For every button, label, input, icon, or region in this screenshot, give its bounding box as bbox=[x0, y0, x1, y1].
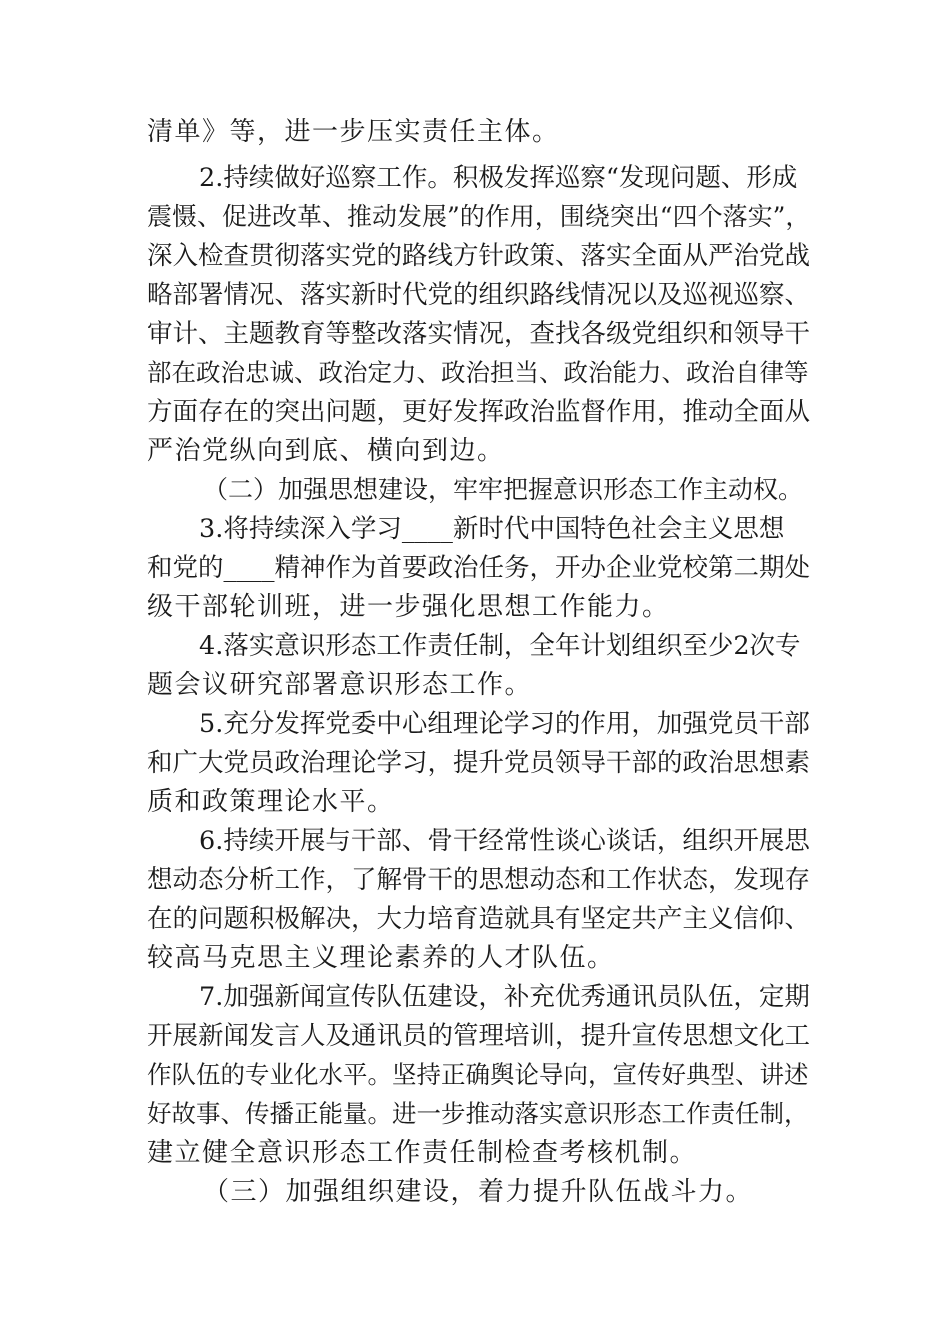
paragraph-item-2: 2.持续做好巡察工作。积极发挥巡察“发现问题、形成 bbox=[199, 163, 798, 193]
text-line: 题会议研究部署意识形态工作。 bbox=[147, 670, 533, 700]
text-line: 震慑、促进改革、推动发展”的作用，围绕突出“四个落实”， bbox=[147, 202, 811, 231]
text-line: 开展新闻发言人及通讯员的管理培训，提升宣传思想文化工 bbox=[147, 1021, 811, 1051]
text-line: 质和政策理论水平。 bbox=[147, 787, 395, 817]
text-line: 较高马克思主义理论素养的人才队伍。 bbox=[147, 943, 615, 973]
paragraph-item-3: 3.将持续深入学习____新时代中国特色社会主义思想 bbox=[199, 514, 785, 544]
text-line: 和广大党员政治理论学习，提升党员领导干部的政治思想素 bbox=[147, 748, 811, 778]
text-line: 级干部轮训班，进一步强化思想工作能力。 bbox=[147, 592, 670, 622]
section-heading-3: （三）加强组织建设，着力提升队伍战斗力。 bbox=[203, 1177, 754, 1207]
text-line: 在的问题积极解决，大力培育造就具有坚定共产主义信仰、 bbox=[147, 904, 811, 934]
text-line: 和党的____精神作为首要政治任务，开办企业党校第二期处 bbox=[147, 553, 811, 583]
text-line: 方面存在的突出问题，更好发挥政治监督作用，推动全面从 bbox=[147, 397, 811, 427]
text-line: 严治党纵向到底、横向到边。 bbox=[147, 436, 505, 466]
paragraph-item-4: 4.落实意识形态工作责任制，全年计划组织至少2次专 bbox=[199, 631, 801, 661]
text-line: 想动态分析工作，了解骨干的思想动态和工作状态，发现存 bbox=[147, 865, 811, 895]
text-line: 好故事、传播正能量。进一步推动落实意识形态工作责任制， bbox=[147, 1099, 809, 1128]
text-line: 深入检查贯彻落实党的路线方针政策、落实全面从严治党战 bbox=[147, 241, 811, 271]
paragraph-item-7: 7.加强新闻宣传队伍建设，补充优秀通讯员队伍，定期 bbox=[199, 982, 810, 1012]
section-heading-2: （二）加强思想建设，牢牢把握意识形态工作主动权。 bbox=[203, 475, 804, 504]
text-line: 略部署情况、落实新时代党的组织路线情况以及巡视巡察、 bbox=[147, 280, 811, 310]
text-line: 建立健全意识形态工作责任制检查考核机制。 bbox=[147, 1138, 698, 1168]
text-line: 清单》等，进一步压实责任主体。 bbox=[147, 117, 560, 147]
paragraph-item-6: 6.持续开展与干部、骨干经常性谈心谈话，组织开展思 bbox=[199, 826, 810, 856]
paragraph-item-5: 5.充分发挥党委中心组理论学习的作用，加强党员干部 bbox=[199, 709, 810, 739]
text-line: 部在政治忠诚、政治定力、政治担当、政治能力、政治自律等 bbox=[147, 358, 809, 387]
text-line: 审计、主题教育等整改落实情况，查找各级党组织和领导干 bbox=[147, 319, 811, 349]
text-line: 作队伍的专业化水平。坚持正确舆论导向，宣传好典型、讲述 bbox=[147, 1060, 809, 1089]
